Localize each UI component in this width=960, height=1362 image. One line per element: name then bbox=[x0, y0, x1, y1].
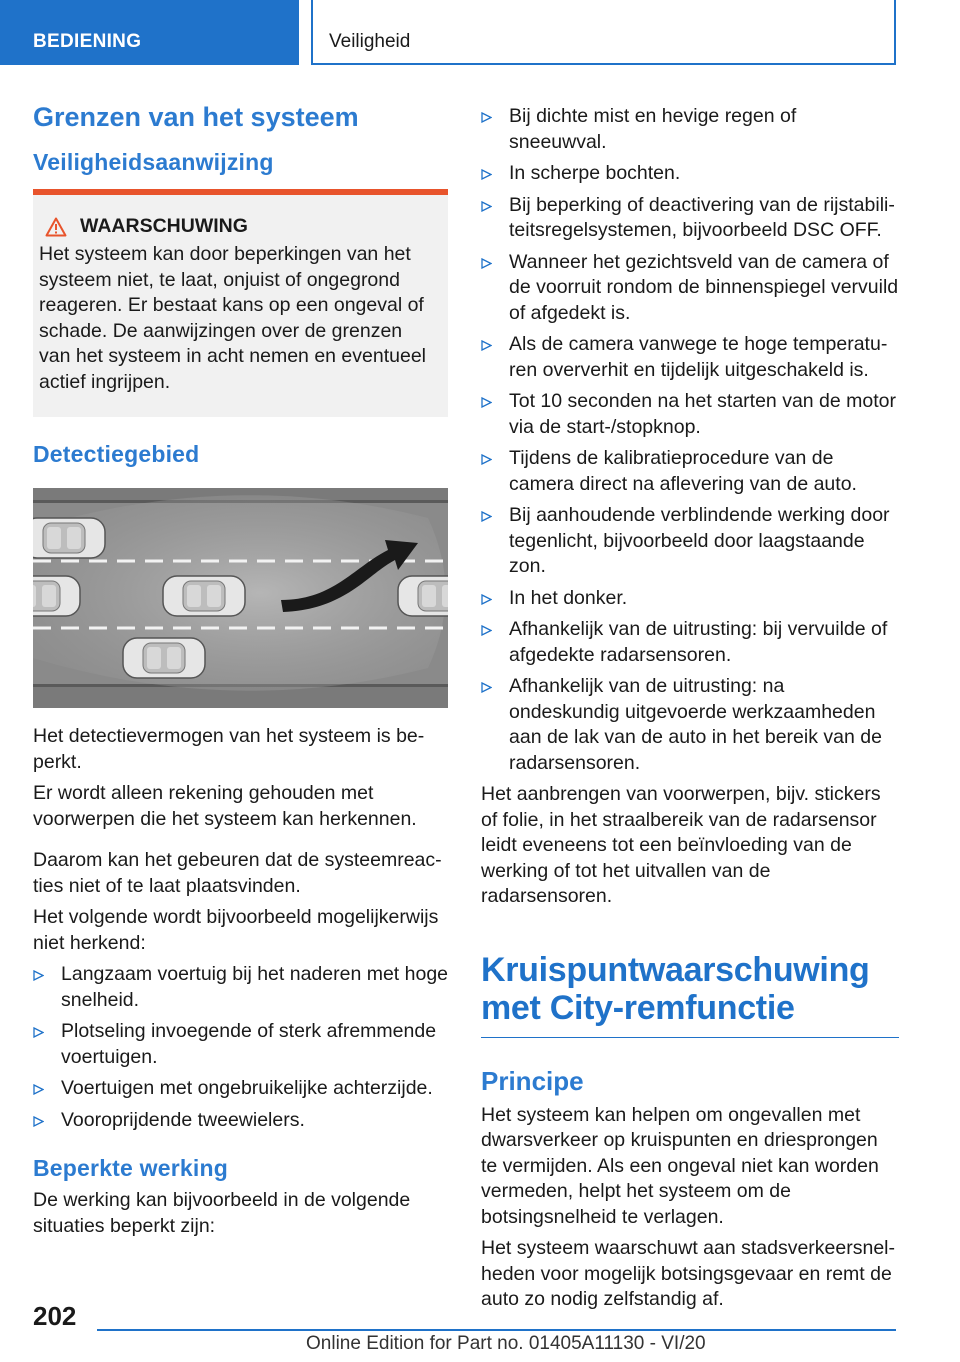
detection-heading: Detectiegebied bbox=[33, 441, 200, 467]
list-item: In scherpe bochten. bbox=[481, 161, 899, 187]
road-illustration bbox=[33, 488, 448, 708]
list-item: Afhankelijk van de uitrusting: na ondeskundig uitgevoerde werkzaamheden aan de lak van de auto in het bereik van de radarsensoren. bbox=[481, 674, 899, 776]
detection-area-illustration bbox=[33, 488, 448, 708]
limitations-list bbox=[481, 104, 899, 776]
detection-text-4: Het volgende wordt bijvoorbeeld mogelijkerwijs niet herkend: bbox=[33, 906, 439, 954]
triangle-bullet-icon bbox=[481, 340, 492, 351]
warning-triangle-icon bbox=[45, 217, 67, 237]
triangle-bullet-icon bbox=[481, 258, 492, 269]
list-item: Plotseling invoegende of sterk afremmende voertuigen. bbox=[33, 1019, 448, 1070]
limited-function-text: De werking kan bijvoorbeeld in de volgende situaties beperkt zijn: bbox=[33, 1189, 411, 1237]
section-heading: Grenzen van het systeem bbox=[33, 102, 359, 132]
triangle-bullet-icon bbox=[481, 112, 492, 123]
right-column bbox=[481, 100, 899, 1313]
principle-heading: Principe bbox=[481, 1065, 584, 1096]
triangle-bullet-icon bbox=[481, 454, 492, 465]
warning-title-text: WAARSCHUWING bbox=[80, 215, 248, 237]
list-item: In het donker. bbox=[481, 586, 899, 612]
triangle-bullet-icon bbox=[481, 169, 492, 180]
list-item: Langzaam voertuig bij het naderen met hoge snelheid. bbox=[33, 962, 448, 1013]
triangle-bullet-icon bbox=[33, 970, 44, 981]
triangle-bullet-icon bbox=[33, 1116, 44, 1127]
triangle-bullet-icon bbox=[33, 1027, 44, 1038]
warning-box bbox=[33, 189, 448, 417]
triangle-bullet-icon bbox=[481, 511, 492, 522]
footer-divider bbox=[97, 1329, 896, 1331]
list-item: Voertuigen met ongebruikelijke achterzijde. bbox=[33, 1076, 448, 1102]
list-item: Bij dichte mist en hevige regen of sneeuwval. bbox=[481, 104, 899, 155]
principle-text-2: Het systeem waarschuwt aan stadsverkeersnelheden voor mogelijk botsingsgevaar en remt de auto zo nodig zelfstandig af. bbox=[481, 1237, 896, 1310]
list-item: Wanneer het gezichtsveld van de camera of de voorruit rondom de binnenspiegel vervuild of afgedekt is. bbox=[481, 250, 899, 327]
header-section-tab bbox=[0, 0, 299, 65]
left-column bbox=[33, 100, 448, 1239]
list-item: Tot 10 seconden na het starten van de motor via de start-/stopknop. bbox=[481, 389, 899, 440]
header-chapter-label: Veiligheid bbox=[329, 31, 411, 52]
warning-text: Het systeem kan door beperkingen van het systeem niet, te laat, onjuist of ongegrond reageren. Er bestaat kans op een ongeval of schade. De aanwijzingen over de grenzen van het systeem in acht nemen en eventueel actief ingrijpen. bbox=[39, 243, 426, 393]
detection-text-3: Daarom kan het gebeuren dat de systeemreacties niet of te laat plaatsvinden. bbox=[33, 849, 442, 897]
radar-objects-text: Het aanbrengen van voorwerpen, bijv. stickers of folie, in het straalbereik van de radarsensor leidt eveneens tot een beïnvloeding van de werking of tot het uitvallen van de radarsensoren. bbox=[481, 783, 881, 907]
list-item: Vooroprijdende tweewielers. bbox=[33, 1108, 448, 1134]
edition-footer: Online Edition for Part no. 01405A11130 - VI/20 bbox=[306, 1333, 706, 1354]
chapter-title: Kruispuntwaarschuwing met City-remfunctie bbox=[481, 951, 899, 1038]
list-item: Afhankelijk van de uitrusting: bij vervuilde of afgedekte radarsensoren. bbox=[481, 617, 899, 668]
list-item: Bij beperking of deactivering van de rijstabiliteitsregelsystemen, bijvoorbeeld DSC OFF. bbox=[481, 193, 899, 244]
page-number: 202 bbox=[33, 1301, 77, 1331]
limited-function-heading: Beperkte werking bbox=[33, 1155, 228, 1181]
header-chapter-tab bbox=[311, 0, 896, 65]
list-item: Tijdens de kalibratieprocedure van de camera direct na aflevering van de auto. bbox=[481, 446, 899, 497]
triangle-bullet-icon bbox=[481, 397, 492, 408]
triangle-bullet-icon bbox=[481, 594, 492, 605]
not-detected-list bbox=[33, 962, 448, 1133]
triangle-bullet-icon bbox=[481, 625, 492, 636]
triangle-bullet-icon bbox=[33, 1084, 44, 1095]
detection-text-2: Er wordt alleen rekening gehouden met voorwerpen die het systeem kan herkennen. bbox=[33, 782, 417, 830]
detection-text-1: Het detectievermogen van het systeem is beperkt. bbox=[33, 725, 425, 773]
list-item: Bij aanhoudende verblindende werking door tegenlicht, bijvoorbeeld door laagstaande zon. bbox=[481, 503, 899, 580]
list-item: Als de camera vanwege te hoge temperaturen oververhit en tijdelijk uitgeschakeld is. bbox=[481, 332, 899, 383]
safety-heading: Veiligheidsaanwijzing bbox=[33, 149, 274, 175]
triangle-bullet-icon bbox=[481, 682, 492, 693]
triangle-bullet-icon bbox=[481, 201, 492, 212]
warning-title bbox=[39, 215, 438, 238]
header-section-label: BEDIENING bbox=[33, 31, 142, 52]
principle-text-1: Het systeem kan helpen om ongevallen met dwarsverkeer op kruispunten en driesprongen te vermijden. Als een ongeval niet kan worden vermeden, helpt het systeem om de botsingsnelheid te verlagen. bbox=[481, 1103, 879, 1228]
